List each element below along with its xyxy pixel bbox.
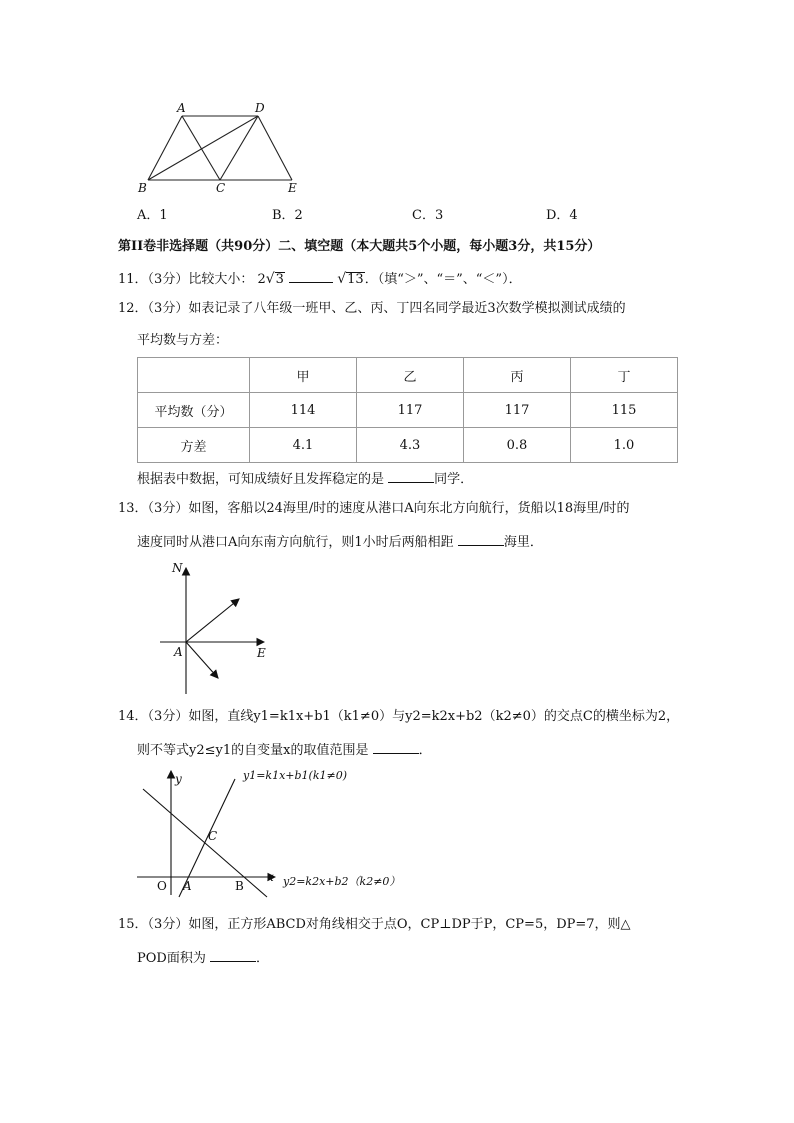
label-c: C — [208, 829, 218, 843]
table-row-label: 平均数（分） — [138, 393, 250, 428]
table-cell: 117 — [357, 393, 464, 428]
q11-left-coef: 2 — [257, 272, 266, 287]
segment-de — [258, 116, 292, 180]
q15-line1: 15．（3分）如图，正方形ABCD对角线相交于点O，CP⊥DP于P，CP=5，DP=7，则△ — [118, 917, 631, 932]
q14-figure — [135, 765, 425, 905]
table-cell: 0.8 — [464, 428, 571, 463]
q10-figure — [130, 98, 310, 198]
label-e: E — [257, 646, 266, 660]
q12-line3-tail: 同学． — [434, 472, 474, 487]
q11-left-rad: 3 — [275, 272, 284, 287]
q13-figure — [160, 558, 280, 698]
q15-line2 — [137, 948, 269, 968]
q14-line2-tail: ． — [418, 743, 432, 758]
label-a: A — [174, 645, 183, 659]
q10-option-a[interactable]: A．1 — [137, 208, 168, 223]
q14-answer-blank[interactable] — [373, 740, 419, 754]
q13-line2 — [137, 532, 543, 552]
label-x: x — [267, 870, 274, 884]
label-a: A — [183, 879, 192, 893]
table-header-jia: 甲 — [250, 358, 357, 393]
label-y: y — [175, 772, 182, 786]
q13-line2-tail: 海里． — [503, 535, 543, 550]
q12-line3-text: 根据表中数据，可知成绩好且发挥稳定的是 — [137, 472, 385, 487]
q12-line1: 12．（3分）如表记录了八年级一班甲、乙、丙、丁四名同学最近3次数学模拟测试成绩的 — [118, 301, 626, 316]
table-cell: 114 — [250, 393, 357, 428]
q11-line: 11．（3分）比较大小： 2√3 √13．（填“＞”、“＝”、“＜”）． — [118, 271, 522, 287]
table-row — [138, 428, 678, 463]
q15-line2-tail: ． — [255, 951, 269, 966]
segment-ac — [182, 116, 220, 180]
q12-answer-blank[interactable] — [388, 469, 434, 483]
table-row — [138, 393, 678, 428]
section-header: 第II卷非选择题（共90分）二、填空题（本大题共5个小题，每小题3分，共15分） — [118, 239, 601, 254]
label-d: D — [255, 101, 265, 115]
label-b: B — [235, 879, 244, 893]
q15-line2-text: POD面积为 — [137, 951, 206, 966]
label-n: N — [172, 561, 183, 575]
label-o: O — [157, 879, 167, 893]
q13-line2-text: 速度同时从港口A向东南方向航行，则1小时后两船相距 — [137, 535, 454, 550]
table-cell: 4.1 — [250, 428, 357, 463]
label-b: B — [138, 181, 147, 195]
q14-line1: 14．（3分）如图，直线y1=k1x+b1（k1≠0）与y2=k2x+b2（k2≠0）的交点C的横坐标为2， — [118, 709, 680, 724]
table-header-bing: 丙 — [464, 358, 571, 393]
q12-line2: 平均数与方差： — [137, 333, 229, 348]
table-header-row — [138, 358, 678, 393]
table-cell: 1.0 — [571, 428, 678, 463]
q14-line2 — [137, 740, 432, 760]
table-cell: 4.3 — [357, 428, 464, 463]
table-cell: 115 — [571, 393, 678, 428]
southeast-arrow — [186, 642, 218, 678]
q12-line3 — [137, 469, 473, 489]
table-cell — [138, 358, 250, 393]
q13-line1: 13．（3分）如图，客船以24海里/时的速度从港口A向东北方向航行，货船以18海里/时的 — [118, 501, 630, 516]
q11-number: 11．（3分）比较大小： — [118, 272, 254, 287]
q11-tail: ．（填“＞”、“＝”、“＜”）． — [364, 272, 522, 287]
label-a: A — [177, 101, 186, 115]
label-line-y1: y1=k1x+b1(k1≠0) — [243, 769, 348, 782]
q10-option-b[interactable]: B．2 — [272, 208, 303, 223]
q10-option-d[interactable]: D．4 — [546, 208, 578, 223]
q10-option-c[interactable]: C．3 — [412, 208, 444, 223]
table-cell: 117 — [464, 393, 571, 428]
q11-answer-blank[interactable] — [289, 269, 333, 283]
table-row-label: 方差 — [138, 428, 250, 463]
label-c: C — [216, 181, 226, 195]
table-header-ding: 丁 — [571, 358, 678, 393]
q12-table — [137, 357, 678, 463]
q13-answer-blank[interactable] — [458, 532, 504, 546]
q14-line2-text: 则不等式y2≤y1的自变量x的取值范围是 — [137, 743, 369, 758]
q11-right-rad: 13 — [347, 272, 364, 287]
q15-answer-blank[interactable] — [210, 948, 256, 962]
label-e: E — [288, 181, 297, 195]
northeast-arrow — [186, 599, 239, 642]
label-line-y2: y2=k2x+b2（k2≠0） — [283, 875, 401, 888]
table-header-yi: 乙 — [357, 358, 464, 393]
segment-dc — [220, 116, 258, 180]
